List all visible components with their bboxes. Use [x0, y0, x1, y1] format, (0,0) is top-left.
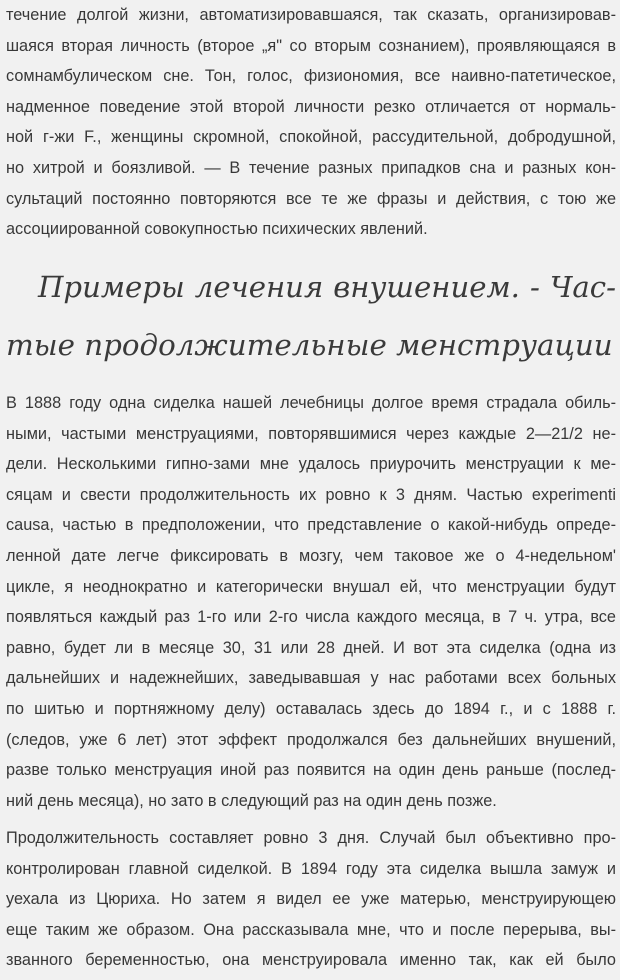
text-line: ний день месяца), но зато в следующий раз на один день позже. [6, 791, 497, 810]
text-line: ленной дате легче фиксировать в мозгу, чем таковое же о 4-недельном' [6, 546, 616, 565]
paragraph-1 [6, 0, 616, 245]
text-line: званного беременностью, она менструировала именно так, как ей было [6, 951, 616, 970]
text-line: ными, частыми менструациями, повторявшимися через каждые 2—21/2 не- [6, 424, 616, 443]
text-line: шаяся вторая личность (второе „я" со вторым сознанием), проявляющаяся в [6, 36, 616, 55]
text-line: causa, частью в предположении, что представление о какой-нибудь опреде- [6, 516, 616, 535]
text-line: еще таким же образом. Она рассказывала мне, что и после перерыва, вы- [6, 920, 616, 939]
text-line: ассоциированной совокупностью психических явлений. [6, 220, 428, 239]
text-line: Продолжительность составляет ровно 3 дня. Случай был объективно про- [6, 829, 616, 847]
text-line: ной г-жи F., женщины скромной, спокойной, рассудительной, добродушной, [6, 128, 616, 147]
text-line: (следов, уже 6 лет) этот эффект продолжался без дальнейших внушений, [6, 730, 616, 749]
text-line: сяцам и свести продолжительность их ровно к 3 дням. Частью experimenti [6, 485, 616, 504]
text-line: В 1888 году одна сиделка нашей лечебницы долгое время страдала обиль- [6, 394, 616, 412]
text-line: надменное поведение этой второй личности резко отличается от нормаль- [6, 97, 616, 116]
text-line: по шитью и портняжному делу) оставалась здесь до 1894 г., и с 1888 г. [6, 699, 616, 718]
text-line: сомнамбулическом сне. Тон, голос, физиономия, все наивно-патетическое, [6, 67, 616, 86]
text-line: дели. Несколькими гипно-зами мне удалось приурочить менструации к ме- [6, 455, 616, 474]
text-line: но хитрой и боязливой. — В течение разных припадков сна и разных кон- [6, 158, 616, 177]
text-line: течение долгой жизни, автоматизировавшаяся, так сказать, организировав- [6, 6, 616, 24]
heading-line: Примеры лечения внушением. - Час- [38, 270, 616, 304]
text-line: цикле, я неоднократно и категорически внушал ей, что менструации будут [6, 577, 616, 596]
paragraph-2 [6, 388, 616, 816]
text-line: разве только менструация иной раз появится на один день раньше (послед- [6, 761, 616, 780]
section-heading [6, 258, 616, 374]
text-line: контролирован главной сиделкой. В 1894 году эта сиделка вышла замуж и [6, 859, 616, 878]
paragraph-3 [6, 823, 616, 976]
text-line: появляться каждый раз 1-го или 2-го числа каждого месяца, в 7 ч. утра, все [6, 608, 616, 627]
text-line: равно, будет ли в месяце 30, 31 или 28 дней. И вот эта сиделка (одна из [6, 638, 616, 657]
text-line: сультаций постоянно повторяются все те же фразы и действия, с тою же [6, 189, 616, 208]
heading-line: тые продолжительные менструации [6, 328, 613, 362]
text-line: уехала из Цюриха. Но затем я видел ее уже матерью, менструирующею [6, 890, 616, 909]
text-line: дальнейших и надежнейших, заведывавшая у нас работами всех больных [6, 669, 616, 688]
